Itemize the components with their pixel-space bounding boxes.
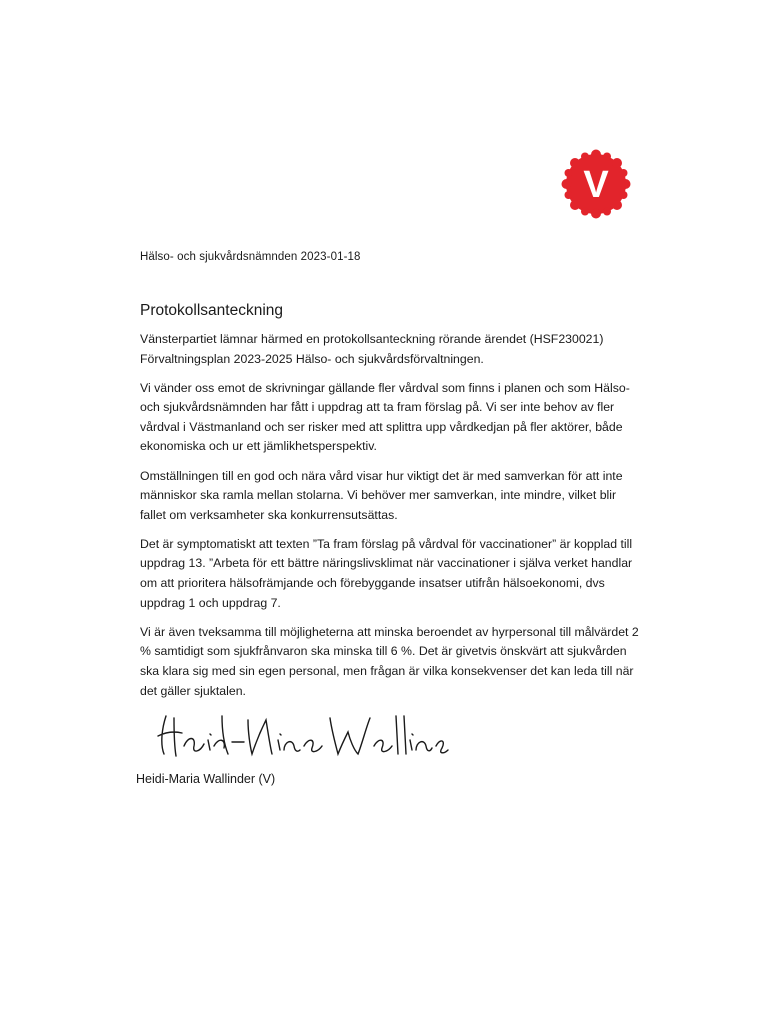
party-logo <box>560 148 632 220</box>
paragraph: Vänsterpartiet lämnar härmed en protokollsanteckning rörande ärendet (HSF230021) Förvaltningsplan 2023-2025 Hälso- och sjukvårdsförvaltningen. <box>140 332 604 366</box>
document-body <box>140 330 640 711</box>
logo-letter: V <box>583 164 609 206</box>
document-heading: Protokollsanteckning <box>140 302 284 319</box>
signer-name: Heidi-Maria Wallinder (V) <box>136 772 276 786</box>
paragraph: Det är symptomatiskt att texten ”Ta fram förslag på vårdval för vaccinationer” är kopplad till uppdrag 13. ”Arbeta för ett bättre näringslivsklimat när vaccinationer i själva verket handlar om att prioritera hälsofrämjande och förebyggande insatser utifrån hälsoekonomi, dvs uppdrag 1 och uppdrag 7. <box>140 536 633 610</box>
paragraph: Vi vänder oss emot de skrivningar gällande fler vårdval som finns i planen och som Hälso- och sjukvårdsnämnden har fått i uppdrag att ta fram förslag på. Vi ser inte behov av fler vårdval i Västmanland och ser risker med att splittra upp vårdkedjan på fler aktörer, både ekonomiska och ur ett jämlikhetsperspektiv. <box>140 380 630 454</box>
paragraph: Vi är även tveksamma till möjligheterna att minska beroendet av hyrpersonal till målvärdet 2 % samtidigt som sjukfrånvaron ska minska till 6 %. Det är givetvis önskvärt att sjukvården ska klara sig med sin egen personal, men frågan är vilka konsekvenser det kan leda till när det gäller sjuktalen. <box>140 624 639 698</box>
paragraph: Omställningen till en god och nära vård visar hur viktigt det är med samverkan för att inte människor ska ramla mellan stolarna. Vi behöver mer samverkan, inte mindre, vilket blir fallet om verksamheter ska konkurrensutsättas. <box>140 468 623 522</box>
handwritten-signature <box>152 706 452 766</box>
meeting-date-line: Hälso- och sjukvårdsnämnden 2023-01-18 <box>140 251 361 263</box>
